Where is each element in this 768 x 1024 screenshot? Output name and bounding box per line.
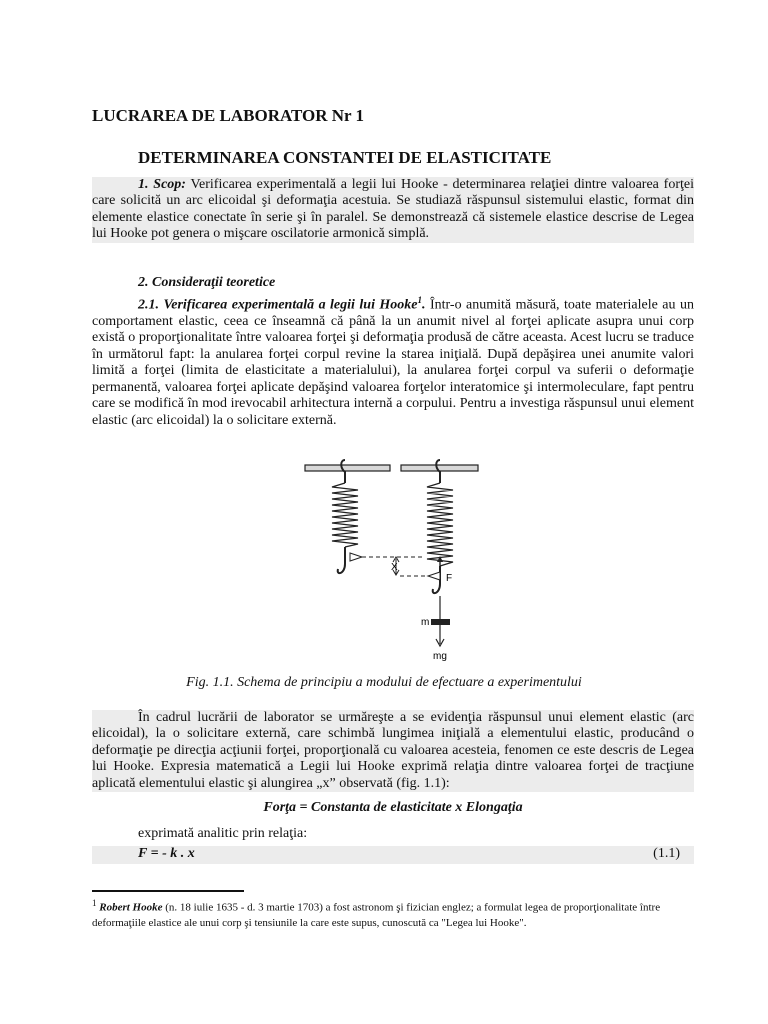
- page-title: LUCRAREA DE LABORATOR Nr 1: [92, 106, 365, 125]
- footnote-ref: 1: [417, 295, 423, 305]
- label-f: F: [446, 573, 453, 584]
- formula-words: Forţa = Constanta de elasticitate x Elongaţia: [263, 800, 523, 815]
- expression-label: exprimată analitic prin relaţia:: [138, 826, 308, 841]
- equation-number: (1.1): [653, 846, 680, 861]
- footnote-name: Robert Hooke: [96, 901, 163, 914]
- right-support-bar: [401, 465, 478, 471]
- footnote-separator: [92, 890, 244, 892]
- left-support-bar: [305, 465, 390, 471]
- label-x: X: [391, 562, 398, 573]
- left-pointer: [350, 553, 362, 561]
- spring-figure: [300, 458, 480, 666]
- theory-sub-dot: .: [422, 297, 426, 313]
- right-pointer: [428, 572, 440, 580]
- left-spring-coil: [332, 483, 358, 547]
- footnote-text: (n. 18 iulie 1635 - d. 3 martie 1703) a fost astronom şi fizician englez; a formulat legea de proporţionalitate între deformaţiile elastice ale unui corp şi tensiunile la care este supus, cunoscută ca "Legea lui Hooke".: [92, 901, 661, 929]
- scope-paragraph: [92, 177, 694, 243]
- theory-paragraph: [92, 292, 694, 429]
- mass-block: [431, 619, 450, 625]
- equation-row: [92, 846, 694, 864]
- footnote: [92, 896, 694, 931]
- right-spring-coil: [427, 483, 453, 566]
- label-m: m: [421, 617, 430, 628]
- scope-label: 1. Scop:: [138, 177, 186, 192]
- figure-caption: Fig. 1.1. Schema de principiu a modului de efectuare a experimentului: [186, 675, 582, 690]
- equation: F = - k . x: [138, 846, 195, 861]
- body-paragraph: În cadrul lucrării de laborator se urmăreşte a se evidenţia răspunsul unui element elastic (arc elicoidal), la o solicitare externă, care schimbă lungimea iniţială a elementului elastic, producând o deformaţie pe direcţia acţiunii forţei, proporţională cu valoarea acesteia, fenomen ce este descris de Legea lui Hooke. Expresia matematică a Legii lui Hooke exprimă relaţia dintre valoarea forţei de tracţiune aplicată elementului elastic şi alungirea „x” observată (fig. 1.1):: [92, 710, 694, 791]
- label-mg: mg: [433, 651, 447, 662]
- theory-sub-label: 2.1. Verificarea experimentală a legii lui Hooke: [138, 297, 418, 313]
- scope-text: Verificarea experimentală a legii lui Hooke - determinarea relaţiei dintre valoarea forţei care solicită un arc elicoidal şi deformaţia acestuia. Se studiază răspunsul sistemului elastic, format din elemente elastice conectate în serie şi în paralel. Se demonstrează că sistemele elastice descrise de Legea lui Hooke pot genera o mişcare oscilatorie armonică simplă.: [92, 177, 694, 242]
- theory-text: Într-o anumită măsură, toate materialele au un comportament elastic, ceea ce înseamnă că până la un anumit nivel al forţei aplicate asupra unui corp există o proporţionalitate între valoarea forţei şi deformaţia produsă de către aceasta. Acest lucru se traduce în următorul fapt: la anularea forţei corpul revine la starea iniţială. După depăşirea unei anumite valori limită a forţei (limita de elasticitate a materialului), la anularea forţei corpul va suferii o deformaţie permanentă, valoarea forţei aplicate depăşind valoarea forţelor interatomice şi intermoleculare, fapt pentru care se modifică în mod irevocabil arhitectura internă a corpului. Pentru a investiga răspunsul unui element elastic (arc elicoidal) la o solicitare externă.: [92, 297, 694, 428]
- theory-heading: 2. Consideraţii teoretice: [138, 275, 276, 290]
- left-bottom-hook: [338, 547, 345, 573]
- footnote-mark: 1: [92, 898, 97, 908]
- page-subtitle: DETERMINAREA CONSTANTEI DE ELASTICITATE: [138, 148, 552, 167]
